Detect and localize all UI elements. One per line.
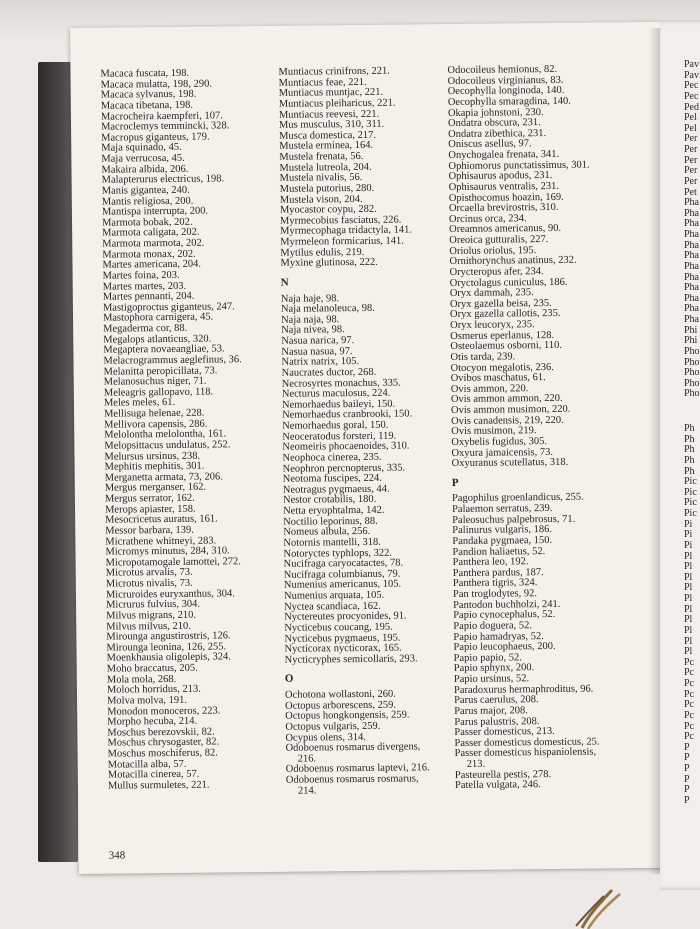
index-entry: Muntiacus reevesi, 221. bbox=[278, 108, 380, 121]
index-entry: Nycticebus coucang, 195. bbox=[284, 621, 393, 634]
index-entry: Mustela erminea, 164. bbox=[279, 140, 374, 153]
index-entry: Notornis mantelli, 318. bbox=[283, 536, 381, 549]
facing-page-fragment: Pl bbox=[684, 550, 693, 562]
facing-page-fragment: P bbox=[684, 784, 690, 796]
index-entry: Mus musculus, 310, 311. bbox=[278, 118, 385, 131]
facing-page-fragment: Per bbox=[684, 144, 698, 155]
index-entry: Megalops atlanticus, 320. bbox=[103, 333, 212, 346]
facing-page-fragment: Ph bbox=[684, 454, 695, 466]
index-entry: Ovis ammon, 220. bbox=[450, 382, 529, 395]
index-entry: Octopus arborescens, 259. bbox=[285, 699, 396, 712]
index-entry: Mustela frenata, 56. bbox=[279, 150, 364, 163]
facing-page-fragment: Pha bbox=[684, 250, 699, 262]
index-entry: Mephitis mephitis, 301. bbox=[104, 460, 205, 473]
facing-page-fragment: P bbox=[684, 763, 690, 774]
index-entry: Neotoma fuscipes, 224. bbox=[282, 472, 382, 485]
index-entry: Oryx gazella beisa, 235. bbox=[449, 297, 552, 310]
index-entry: Parus palustris, 208. bbox=[454, 715, 540, 728]
index-entry: Macaca mulatta, 198, 290. bbox=[100, 78, 213, 91]
index-entry: Oryx gazella callotis, 235. bbox=[449, 308, 561, 321]
index-entry: Pan troglodytes, 92. bbox=[452, 588, 538, 601]
index-entry: Numenius americanus, 105. bbox=[283, 578, 402, 592]
index-entry: Moloch horridus, 213. bbox=[106, 683, 201, 696]
facing-page-fragment: Per bbox=[684, 133, 698, 145]
facing-page-fragment: Ph bbox=[684, 444, 695, 456]
index-entry: Myocastor coypu, 282. bbox=[279, 203, 377, 216]
index-entry: Parus caerulus, 208. bbox=[454, 694, 539, 707]
index-entry: Odocoileus virginianus, 83. bbox=[447, 74, 564, 87]
index-entry: Maja verrucosa, 45. bbox=[101, 152, 185, 165]
index-entry: Orycteropus afer, 234. bbox=[449, 265, 544, 278]
facing-page-fragment: Pc bbox=[684, 667, 694, 679]
index-entry: Nasua nasua, 97. bbox=[281, 345, 353, 358]
facing-page-fragment: Pl bbox=[684, 603, 693, 615]
facing-page-fragment: Pl bbox=[684, 635, 693, 647]
index-entry: Marmota caligata, 202. bbox=[102, 227, 200, 240]
index-entry: Mustela lutreola, 204. bbox=[279, 161, 372, 174]
facing-page-fragment: Pl bbox=[684, 593, 693, 604]
index-entry: Martes americana, 204. bbox=[102, 258, 202, 271]
index-entry: Passer domesticus domesticus, 25. bbox=[454, 736, 600, 749]
index-entry: Micrathene whitneyi, 283. bbox=[105, 534, 217, 548]
facing-page-fragment: Ph bbox=[684, 465, 695, 477]
index-entry: Makaira albida, 206. bbox=[101, 163, 189, 176]
index-entry: Panthera pardus, 187. bbox=[452, 566, 544, 579]
index-entry: Moschus berezovskii, 82. bbox=[107, 726, 215, 739]
index-entry: Moschus moschiferus, 82. bbox=[107, 747, 218, 760]
index-entry: Milvus milvus, 210. bbox=[106, 620, 191, 633]
index-entry: Mullus surmuletes, 221. bbox=[107, 779, 210, 792]
facing-page-fragment: Pel bbox=[684, 112, 697, 124]
index-entry: 213. bbox=[466, 758, 486, 770]
index-entry: Morpho hecuba, 214. bbox=[107, 715, 198, 728]
index-entry: Ondatra obscura, 231. bbox=[447, 117, 541, 130]
index-entry: Myrmecobius fasciatus, 226. bbox=[279, 214, 402, 227]
index-entry: Ovibos maschatus, 61. bbox=[450, 372, 546, 385]
index-entry: Nasua narica, 97. bbox=[281, 335, 355, 347]
facing-page-fragment: Pha bbox=[684, 239, 699, 251]
index-entry: Marmota bobak, 202. bbox=[101, 216, 193, 229]
facing-page-fragment: Pi bbox=[684, 539, 693, 551]
facing-page-fragment: Ped bbox=[684, 101, 699, 113]
facing-page-fragment: Pl bbox=[684, 646, 693, 658]
facing-page-edge bbox=[660, 20, 700, 890]
index-entry: Mesocricetus auratus, 161. bbox=[105, 513, 218, 526]
facing-page-fragment: P bbox=[684, 752, 690, 764]
index-entry: Marmota monax, 202. bbox=[102, 248, 196, 261]
index-entry: Neophron percnopterus, 335. bbox=[282, 462, 406, 475]
facing-page-fragment: Pic bbox=[684, 508, 697, 519]
index-entry: Meleagris gallopavo, 118. bbox=[103, 386, 214, 399]
facing-page-fragment: Per bbox=[684, 175, 698, 187]
index-entry: Macroclemys temmincki, 328. bbox=[100, 120, 230, 133]
index-entry: Mola mola, 268. bbox=[106, 673, 177, 686]
index-entry: Parus major, 208. bbox=[454, 705, 528, 717]
index-entry: Odoboenus rosmarus divergens, bbox=[285, 741, 421, 754]
index-entry: Martes pennanti, 204. bbox=[102, 290, 195, 303]
index-entry: Motacilla alba, 57. bbox=[107, 758, 187, 771]
facing-page-fragment: Pha bbox=[684, 218, 699, 230]
index-entry: Mergus serrator, 162. bbox=[104, 492, 195, 505]
index-entry: Melursus ursinus, 238. bbox=[104, 450, 201, 463]
index-entry: Nucifraga columbianus, 79. bbox=[283, 568, 401, 581]
index-entry: Micromys minutus, 284, 310. bbox=[105, 545, 230, 558]
index-entry: Mustela vison, 204. bbox=[279, 193, 363, 206]
index-entry: Neomeiris phocaenoides, 310. bbox=[282, 440, 410, 454]
index-entry: Megaptera novaeangliae, 53. bbox=[103, 343, 225, 356]
index-entry: Moho braccatus, 205. bbox=[106, 662, 198, 675]
index-entry: Onychogalea frenata, 341. bbox=[448, 148, 560, 162]
index-entry: Micropotamogale lamottei, 272. bbox=[105, 555, 241, 569]
index-entry: Nycticebus pygmaeus, 195. bbox=[284, 632, 401, 645]
facing-page-fragment: Pi bbox=[684, 518, 693, 530]
index-entry: Paleosuchus palpebrosus, 71. bbox=[452, 513, 576, 526]
index-entry: Nucifraga caryocatactes, 78. bbox=[283, 557, 404, 570]
facing-page-fragment: Pet bbox=[684, 186, 697, 198]
index-entry: Manis gigantea, 240. bbox=[101, 184, 190, 197]
index-entry: Microtus arvalis, 73. bbox=[105, 567, 193, 580]
index-entry: Ophisaurus apodus, 231. bbox=[448, 170, 553, 183]
facing-page-fragment: Pho bbox=[684, 345, 700, 357]
facing-page-fragment: Pc bbox=[684, 720, 694, 732]
index-entry: Myxine glutinosa, 222. bbox=[280, 257, 378, 270]
index-entry: Mantis religiosa, 200. bbox=[101, 195, 194, 208]
index-page bbox=[70, 22, 671, 874]
index-column-3 bbox=[447, 65, 600, 792]
index-entry: Oecophylla smaragdina, 140. bbox=[447, 95, 571, 108]
index-entry: Opisthocomus hoazin, 169. bbox=[448, 191, 564, 204]
index-entry: Musca domestica, 217. bbox=[279, 129, 377, 142]
index-entry: Naja naja, 98. bbox=[281, 313, 340, 326]
index-entry: Ovis ammon musimon, 220. bbox=[450, 403, 571, 417]
index-entry: Mytilus edulis, 219. bbox=[280, 246, 365, 259]
index-entry: Ophisaurus ventralis, 231. bbox=[448, 180, 559, 193]
index-entry: Odoboenus rosmarus laptevi, 216. bbox=[285, 762, 430, 776]
facing-page-fragment: Pha bbox=[684, 271, 699, 283]
index-entry: Oreamnos americanus, 90. bbox=[449, 223, 562, 236]
index-entry: Natrix natrix, 105. bbox=[281, 356, 360, 369]
facing-page-fragment: Pha bbox=[684, 229, 699, 240]
index-entry: Ocypus olens, 314. bbox=[285, 731, 366, 744]
index-entry: Panthera tigris, 324. bbox=[452, 577, 538, 590]
section-letter: O bbox=[284, 673, 294, 686]
index-entry: Nycticorax nycticorax, 165. bbox=[284, 642, 402, 655]
facing-page-fragment: Pl bbox=[684, 561, 693, 573]
index-entry: Neophoca cinerea, 235. bbox=[282, 451, 382, 464]
index-entry: Oryctolagus cuniculus, 186. bbox=[449, 276, 568, 289]
index-entry: Necturus maculosus, 224. bbox=[281, 387, 391, 400]
index-entry: Papio hamadryas, 52. bbox=[453, 630, 544, 643]
index-entry: Merganetta armata, 73, 206. bbox=[104, 471, 223, 484]
facing-page-fragment: Pc bbox=[684, 678, 694, 689]
index-entry: Martes martes, 203. bbox=[102, 280, 187, 293]
index-entry: Mellivora capensis, 286. bbox=[104, 418, 208, 431]
index-entry: Muntiacus crinifrons, 221. bbox=[278, 65, 390, 78]
index-entry: Oriolus oriolus, 195. bbox=[449, 244, 537, 257]
facing-page-fragment: P bbox=[684, 741, 690, 753]
facing-page-fragment: P bbox=[684, 773, 690, 785]
index-entry: Naucrates ductor, 268. bbox=[281, 366, 377, 379]
index-entry: Orcinus orca, 234. bbox=[448, 212, 527, 225]
index-entry: Molva molva, 191. bbox=[106, 694, 188, 707]
index-entry: Mastophora carnigera, 45. bbox=[102, 311, 214, 325]
facing-page-fragment: Pc bbox=[684, 709, 694, 721]
index-entry: Ovis canadensis, 219, 220. bbox=[451, 414, 564, 427]
index-entry: Odocoileus hemionus, 82. bbox=[447, 63, 558, 77]
index-entry: Martes foina, 203. bbox=[102, 269, 180, 282]
facing-page-fragment: Pha bbox=[684, 207, 699, 219]
index-column-1 bbox=[100, 68, 246, 792]
facing-page-fragment: Pho bbox=[684, 377, 700, 389]
index-entry: Palinurus vulgaris, 186. bbox=[452, 524, 553, 537]
index-entry: Nomeus albula, 256. bbox=[283, 526, 371, 539]
bookmark-ribbon-tassel bbox=[572, 888, 632, 929]
index-entry: Neotragus pygmaeus, 44. bbox=[282, 483, 390, 496]
index-entry: Ovis ammon ammon, 220. bbox=[450, 393, 563, 406]
facing-page-fragment: Pho bbox=[684, 367, 700, 379]
index-entry: Orcaella brevirostris, 310. bbox=[448, 202, 559, 215]
facing-page-fragment: Pic bbox=[684, 486, 697, 498]
index-entry: Macrocheira kaempferi, 107. bbox=[100, 109, 223, 123]
facing-page-fragment: Pec bbox=[684, 90, 699, 102]
facing-page-fragment: Pha bbox=[684, 303, 699, 315]
index-entry: Macropus giganteus, 179. bbox=[101, 131, 210, 144]
index-entry: Odoboenus rosmarus rosmarus, bbox=[285, 773, 419, 786]
facing-page-fragment: Pi bbox=[684, 529, 693, 541]
index-entry: Oniscus asellus, 97. bbox=[448, 138, 532, 151]
facing-page-fragment: Pl bbox=[684, 571, 693, 583]
index-entry: Melacrogrammus aeglefinus, 36. bbox=[103, 354, 242, 367]
index-entry: Mantispa interrupta, 200. bbox=[101, 205, 209, 218]
index-entry: Muntiacus pleiharicus, 221. bbox=[278, 97, 396, 110]
index-entry: Melopsittacus undulatus, 252. bbox=[104, 439, 231, 452]
facing-page-fragment: Pc bbox=[684, 699, 694, 711]
index-entry: Naja nivea, 98. bbox=[281, 324, 345, 337]
facing-page-fragment: Pc bbox=[684, 656, 694, 668]
index-entry: 216. bbox=[297, 753, 317, 765]
index-entry: Messor barbara, 139. bbox=[105, 524, 194, 537]
facing-page-fragment: Pc bbox=[684, 731, 694, 743]
index-entry: Papio sphynx, 200. bbox=[453, 662, 535, 675]
index-entry: Naja haje, 98. bbox=[280, 292, 340, 305]
index-entry: Papio ursinus, 52. bbox=[453, 673, 530, 686]
facing-page-fragment: Pec bbox=[684, 80, 699, 92]
index-entry: Mellisuga helenae, 228. bbox=[103, 407, 205, 420]
facing-page-fragment: Pl bbox=[684, 582, 693, 594]
index-entry: Moschus chrysogaster, 82. bbox=[107, 736, 220, 750]
index-entry: Macaca fuscata, 198. bbox=[100, 67, 190, 80]
index-entry: Pasteurella pestis, 278. bbox=[454, 768, 552, 781]
index-entry: Meles meles, 61. bbox=[103, 397, 176, 410]
facing-page-fragment: Pha bbox=[684, 260, 699, 272]
index-entry: Pandion haliaetus, 52. bbox=[452, 545, 546, 558]
facing-page-fragment: Pl bbox=[684, 614, 693, 626]
index-entry: Ochotona wollastoni, 260. bbox=[284, 688, 396, 701]
facing-page-gap bbox=[684, 400, 700, 424]
index-entry: Passer domesticus hispaniolensis, bbox=[454, 746, 597, 760]
index-entry: Palaemon serratus, 239. bbox=[452, 502, 553, 516]
index-entry: Okapia johnstoni, 230. bbox=[447, 106, 544, 119]
index-entry: Motacilla cinerea, 57. bbox=[107, 768, 200, 781]
index-entry: Nyctea scandiaca, 162. bbox=[284, 600, 381, 613]
index-entry: Micruroides euryxanthus, 304. bbox=[105, 587, 235, 601]
index-entry: Octopus hongkongensis, 259. bbox=[285, 709, 410, 723]
index-entry: Melanitta peropicillata, 73. bbox=[103, 364, 218, 378]
index-entry: Oryx leucoryx, 235. bbox=[450, 319, 535, 332]
index-entry: Papio leucophaeus, 200. bbox=[453, 641, 556, 654]
index-entry: Numenius arquata, 105. bbox=[283, 589, 385, 602]
index-entry: Octopus vulgaris, 259. bbox=[285, 720, 381, 733]
index-entry: Otocyon megalotis, 236. bbox=[450, 361, 554, 374]
index-entry: Ornithorynchus anatinus, 232. bbox=[449, 254, 577, 268]
index-entry: Macaca tibetana, 198. bbox=[100, 99, 193, 112]
facing-page-fragment: Ph bbox=[684, 423, 695, 434]
index-entry: Nemorhaedus cranbrooki, 150. bbox=[282, 408, 413, 422]
index-entry: Moenkhausia oligolepis, 324. bbox=[106, 651, 231, 665]
page-number: 348 bbox=[108, 849, 126, 862]
index-entry: Oecophylla longinoda, 140. bbox=[447, 85, 565, 98]
index-entry: Myrmeleon formicarius, 141. bbox=[280, 235, 404, 248]
index-entry: Ondatra zibethica, 231. bbox=[448, 127, 547, 140]
index-entry: Milvus migrans, 210. bbox=[106, 609, 197, 622]
index-entry: Osmerus eperlanus, 128. bbox=[450, 329, 555, 342]
facing-page-fragment: Pha bbox=[684, 197, 699, 209]
index-entry: Oxyura jamaicensis, 73. bbox=[451, 446, 554, 459]
index-entry: Maja squinado, 45. bbox=[101, 142, 182, 155]
index-entry: Monodon monoceros, 223. bbox=[107, 704, 221, 718]
index-entry: Papio papio, 52. bbox=[453, 652, 522, 664]
section-letter: N bbox=[280, 276, 289, 289]
index-entry: Papio doguera, 52. bbox=[453, 620, 533, 632]
facing-page-text bbox=[684, 60, 700, 807]
facing-page-fragment: Per bbox=[684, 165, 698, 177]
index-entry: Passer domesticus, 213. bbox=[454, 726, 555, 739]
index-entry: Patella vulgata, 246. bbox=[454, 779, 541, 792]
index-entry: Oxybelis fugidus, 305. bbox=[451, 435, 548, 448]
index-entry: Nemorhaedus goral, 150. bbox=[282, 419, 389, 432]
facing-page-fragment: Pha bbox=[684, 292, 699, 304]
index-entry: Paradoxurus hermaphroditus, 96. bbox=[453, 683, 594, 696]
index-entry: Oryx dammah, 235. bbox=[449, 287, 534, 300]
facing-page-fragment: Pic bbox=[684, 497, 697, 509]
index-entry: Mirounga angustirostris, 126. bbox=[106, 630, 231, 643]
index-entry: Nemorhaedus baileyi, 150. bbox=[281, 398, 396, 411]
facing-page-fragment: P bbox=[684, 794, 690, 806]
index-entry: Neoceratodus forsteri, 119. bbox=[282, 430, 397, 443]
facing-page-fragment: Pha bbox=[684, 282, 699, 294]
index-entry: Melanosuchus niger, 71. bbox=[103, 375, 207, 388]
index-entry: Mustela putorius, 280. bbox=[279, 182, 375, 195]
section-letter: P bbox=[451, 476, 459, 489]
index-entry: Myrmecophaga tridactyla, 141. bbox=[280, 224, 412, 238]
facing-page-fragment: Pel bbox=[684, 122, 697, 134]
index-entry: Oxyuranus scutellatus, 318. bbox=[451, 456, 569, 470]
facing-page-fragment: Per bbox=[684, 154, 698, 166]
index-entry: Papio cynocephalus, 52. bbox=[453, 609, 556, 622]
index-entry: Notoryctes typhlops, 322. bbox=[283, 547, 393, 560]
index-entry: Pantodon buchholzi, 241. bbox=[453, 598, 561, 611]
index-entry: Ovis musimon, 219. bbox=[451, 425, 537, 438]
facing-page-fragment: Phi bbox=[684, 324, 698, 336]
index-entry: Netta eryophtalma, 142. bbox=[283, 504, 385, 517]
index-entry: Nycticryphes semicollaris, 293. bbox=[284, 653, 418, 666]
index-entry: Microtus nivalis, 73. bbox=[105, 577, 193, 590]
index-entry: Mustela nivalis, 56. bbox=[279, 172, 363, 185]
index-entry: Ophiomorus punctatissimus, 301. bbox=[448, 159, 590, 172]
index-entry: Naja melanoleuca, 98. bbox=[280, 302, 375, 315]
index-column-2 bbox=[278, 66, 429, 797]
index-entry: Macaca sylvanus, 198. bbox=[100, 88, 197, 101]
index-entry: Osteolaemus osborni, 110. bbox=[450, 340, 563, 353]
index-entry: Melolontha melolontha, 161. bbox=[104, 428, 227, 441]
facing-page-fragment: Ph bbox=[684, 433, 695, 445]
facing-page-fragment: Pl bbox=[684, 624, 693, 636]
facing-page-fragment: Pc bbox=[684, 688, 694, 700]
index-entry: Megaderma cor, 88. bbox=[103, 322, 188, 335]
index-entry: Mergus merganser, 162. bbox=[104, 481, 207, 495]
index-entry: Mirounga leonina, 126, 255. bbox=[106, 641, 227, 654]
index-entry: Mastigoproctus giganteus, 247. bbox=[102, 301, 235, 314]
index-entry: Malapterurus electricus, 198. bbox=[101, 173, 225, 186]
index-entry: Pagophilus groenlandicus, 255. bbox=[451, 492, 584, 505]
facing-page-fragment: Pho bbox=[684, 356, 700, 368]
index-entry: Micrurus fulvius, 304. bbox=[105, 598, 201, 611]
index-entry: Marmota marmota, 202. bbox=[102, 237, 205, 250]
facing-page-fragment: Pic bbox=[684, 476, 697, 488]
index-entry: Noctilio leporinus, 88. bbox=[283, 515, 378, 528]
facing-page-fragment: Pha bbox=[684, 314, 699, 325]
index-entry: Muntiacus feae, 221. bbox=[278, 76, 367, 89]
facing-page-fragment: Pho bbox=[684, 388, 700, 400]
facing-page-fragment: Pav bbox=[684, 59, 699, 70]
index-entry: Otis tarda, 239. bbox=[450, 351, 516, 363]
index-entry: Pandaka pygmaea, 150. bbox=[452, 534, 553, 547]
index-entry: Merops apiaster, 158. bbox=[104, 503, 196, 516]
facing-page-fragment: Phi bbox=[684, 335, 698, 347]
index-entry: 214. bbox=[297, 785, 317, 797]
index-entry: Oreoica gutturalis, 227. bbox=[449, 234, 549, 247]
index-entry: Panthera leo, 192. bbox=[452, 556, 529, 569]
index-entry: Muntiacus muntjac, 221. bbox=[278, 86, 384, 100]
index-entry: Nyctereutes procyonides, 91. bbox=[284, 610, 407, 624]
facing-page-fragment: Pav bbox=[684, 69, 699, 81]
index-entry: Necrosyrtes monachus, 335. bbox=[281, 377, 401, 390]
index-entry: Nestor crotabilis, 180. bbox=[282, 494, 377, 507]
